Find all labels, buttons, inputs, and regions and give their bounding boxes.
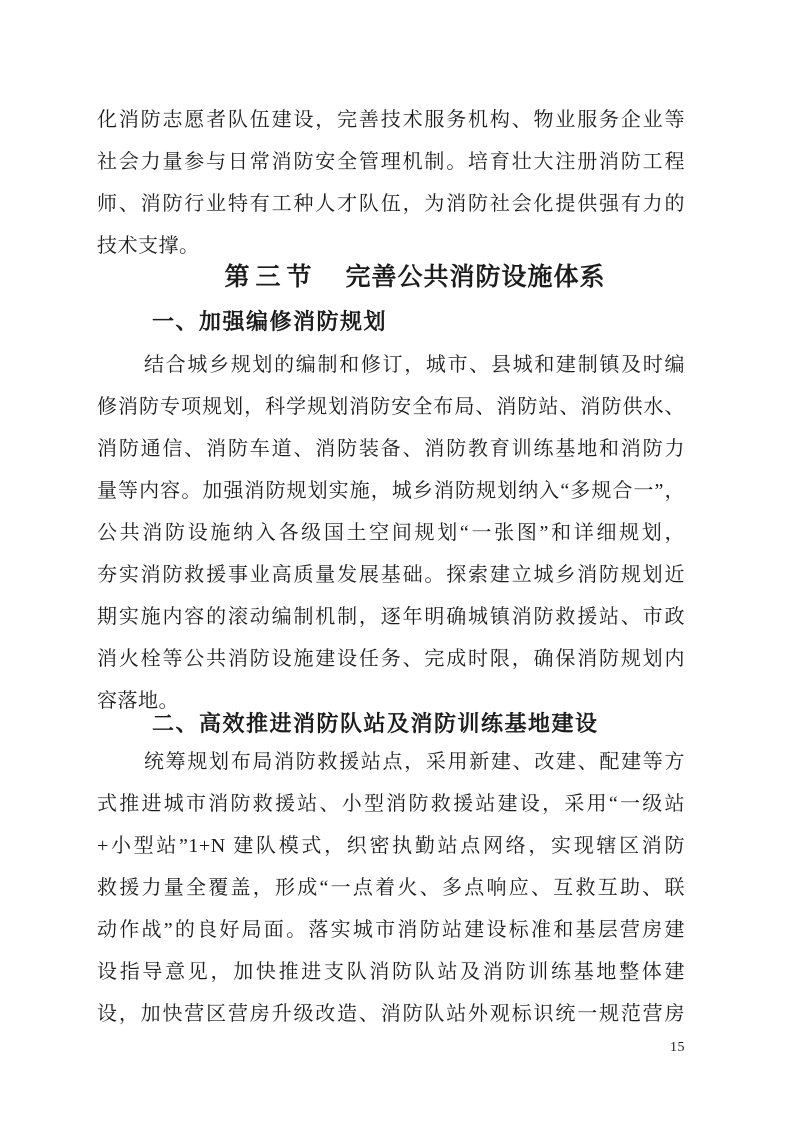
- text-line: 设指导意见，加快推进支队消防队站及消防训练基地整体建: [97, 961, 685, 983]
- text-line: 容落地。: [97, 690, 179, 712]
- text-line: 化消防志愿者队伍建设，完善技术服务机构、物业服务企业等: [97, 109, 685, 131]
- text-line: 师、消防行业特有工种人才队伍，为消防社会化提供强有力的: [97, 193, 685, 215]
- text-line: 动作战”的良好局面。落实城市消防站建设标准和基层营房建: [97, 919, 685, 941]
- text-line: 期实施内容的滚动编制机制，逐年明确城镇消防救援站、市政: [97, 606, 685, 628]
- text-line: 设，加快营区营房升级改造、消防队站外观标识统一规范营房: [97, 1003, 685, 1025]
- subsection-2-heading: 二、高效推进消防队站及消防训练基地建设: [152, 711, 599, 736]
- text-line: 夯实消防救援事业高质量发展基础。探索建立城乡消防规划近: [97, 564, 685, 586]
- subsection-1-paragraph: [97, 344, 685, 722]
- text-line: +小型站”1+N 建队模式，织密执勤站点网络，实现辖区消防: [97, 835, 685, 857]
- text-line: 统筹规划布局消防救援站点，采用新建、改建、配建等方: [144, 751, 685, 773]
- section-title: 完善公共消防设施体系: [345, 264, 606, 291]
- page-content: [97, 99, 685, 1057]
- continued-paragraph: [97, 99, 685, 267]
- subsection-2-paragraph: [97, 741, 685, 1035]
- text-line: 消防通信、消防车道、消防装备、消防教育训练基地和消防力: [97, 438, 685, 460]
- text-line: 量等内容。加强消防规划实施，城乡消防规划纳入“多规合一”，: [97, 480, 685, 502]
- text-line: 救援力量全覆盖，形成“一点着火、多点响应、互救互助、联: [97, 877, 685, 899]
- page-number: 15: [670, 1040, 685, 1055]
- subsection-1-heading: 一、加强编修消防规划: [152, 309, 388, 334]
- text-line: 公共消防设施纳入各级国土空间规划“一张图”和详细规划，: [97, 522, 685, 544]
- text-line: 式推进城市消防救援站、小型消防救援站建设，采用“一级站: [97, 793, 685, 815]
- section-heading: [121, 263, 709, 293]
- text-line: 结合城乡规划的编制和修订，城市、县城和建制镇及时编: [144, 354, 685, 376]
- text-line: 技术支撑。: [97, 235, 200, 257]
- text-line: 消火栓等公共消防设施建设任务、完成时限，确保消防规划内: [97, 648, 685, 670]
- text-line: 社会力量参与日常消防安全管理机制。培育壮大注册消防工程: [97, 151, 685, 173]
- text-line: 修消防专项规划，科学规划消防安全布局、消防站、消防供水、: [97, 396, 685, 418]
- section-number: 第三节: [224, 264, 318, 291]
